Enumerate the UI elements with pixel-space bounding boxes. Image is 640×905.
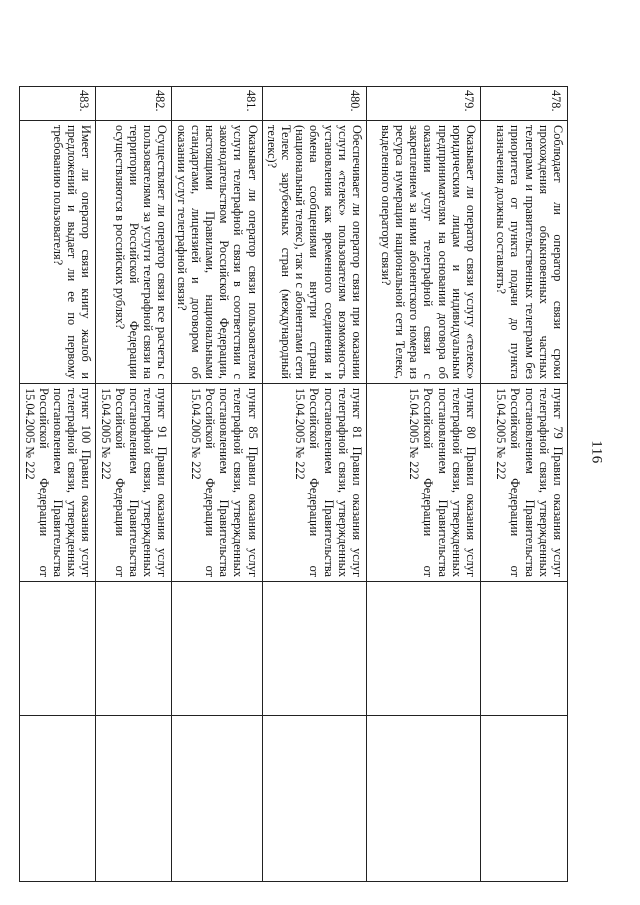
table-container (22, 86, 568, 881)
reference-cell: пункт 81 Правил оказания услуг телеграфной связи, утвержденных постановлением Правительства Российской Федерации от 15.04.2005 № 222 (262, 384, 366, 582)
note-cell (20, 716, 96, 882)
question-cell: Имеет ли оператор связи книгу жалоб и предложений и выдает ли ее по первому требованию пользователя? (20, 121, 96, 384)
reference-cell: пункт 100 Правил оказания услуг телеграфной связи, утвержденных постановлением Правительства Российской Федерации от 15.04.2005 № 222 (20, 384, 96, 582)
question-cell: Осуществляет ли оператор связи все расчеты с пользователями за услуги телеграфной связи на территории Российской Федерации осуществляются в российских рублях? (96, 121, 172, 384)
note-cell (262, 716, 366, 882)
note-cell (481, 716, 568, 882)
note-cell (367, 716, 481, 882)
table-row (262, 87, 366, 882)
reference-cell: пункт 80 Правил оказания услуг телеграфной связи, утвержденных постановлением Правительства Российской Федерации от 15.04.2005 № 222 (367, 384, 481, 582)
table-row (96, 87, 172, 882)
note-cell (172, 716, 262, 882)
question-cell: Оказывает ли оператор связи пользователям услуги телеграфной связи в соответствии с законодательством Российской Федерации, настоящими Правилами, национальными стандартами, лицензией и договором об оказании услуг телеграфной связи? (172, 121, 262, 384)
table-row (481, 87, 568, 882)
row-number: 482. (96, 87, 172, 121)
table-row (20, 87, 96, 882)
row-number: 480. (262, 87, 366, 121)
answer-cell (172, 582, 262, 716)
question-cell: Оказывает ли оператор связи услугу «телекс» юридическим лицам и индивидуальным предпринимателям на основании договора об оказании услуг телеграфной связи с закреплением за ними абонентского номера из ресурса нумерации национальной сети Телекс, выделенного оператору связи? (367, 121, 481, 384)
reference-cell: пункт 85 Правил оказания услуг телеграфной связи, утвержденных постановлением Правительства Российской Федерации от 15.04.2005 № 222 (172, 384, 262, 582)
table-row (367, 87, 481, 882)
answer-cell (96, 582, 172, 716)
note-cell (96, 716, 172, 882)
answer-cell (367, 582, 481, 716)
reference-cell: пункт 79 Правил оказания услуг телеграфной связи, утвержденных постановлением Правительства Российской Федерации от 15.04.2005 № 222 (481, 384, 568, 582)
row-number: 479. (367, 87, 481, 121)
table-row (172, 87, 262, 882)
page-number: 116 (588, 440, 605, 464)
row-number: 483. (20, 87, 96, 121)
row-number: 478. (481, 87, 568, 121)
answer-cell (20, 582, 96, 716)
question-cell: Соблюдает ли оператор связи сроки прохождения обыкновенных частных телеграмм и правительственных телеграмм без приоритета от пункта подачи до пункта назначения должны составлять? (481, 121, 568, 384)
answer-cell (262, 582, 366, 716)
answer-cell (481, 582, 568, 716)
row-number: 481. (172, 87, 262, 121)
question-cell: Обеспечивает ли оператор связи при оказании услуги «телекс» пользователям возможность установления как временного соединения и обмена сообщениями внутри страны (национальный телекс), так и с абонентами сети Телекс зарубежных стран (международный телекс)? (262, 121, 366, 384)
reference-cell: пункт 91 Правил оказания услуг телеграфной связи, утвержденных постановлением Правительства Российской Федерации от 15.04.2005 № 222 (96, 384, 172, 582)
checklist-table (19, 86, 568, 882)
